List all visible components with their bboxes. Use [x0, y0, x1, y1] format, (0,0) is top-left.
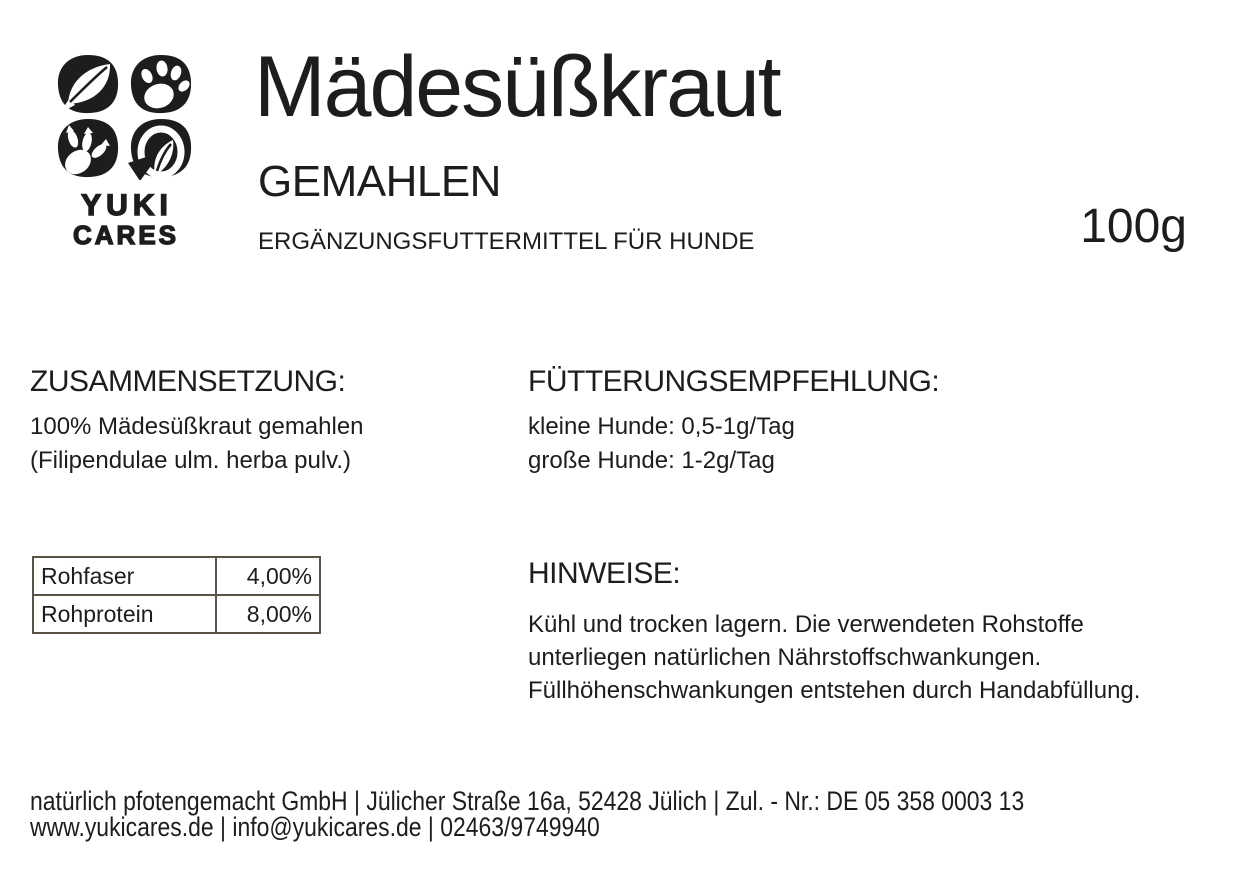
leaf-icon [58, 55, 118, 113]
composition-line: (Filipendulae ulm. herba pulv.) [30, 447, 352, 474]
analysis-value: 8,00% [216, 595, 320, 633]
notes-line: Füllhöhenschwankungen entstehen durch Handabfüllung. [528, 677, 1141, 704]
product-subtitle: GEMAHLEN [258, 157, 501, 206]
analysis-label: Rohfaser [33, 557, 216, 595]
composition-line: 100% Mädesüßkraut gemahlen [30, 413, 364, 440]
feeding-heading: FÜTTERUNGSEMPFEHLUNG: [528, 365, 940, 398]
feeding-line: große Hunde: 1-2g/Tag [528, 447, 775, 474]
notes-line: unterliegen natürlichen Nährstoffschwankungen. [528, 644, 1042, 671]
manufacturer-address-line: natürlich pfotengemacht GmbH | Jülicher Straße 16a, 52428 Jülich | Zul. - Nr.: DE 05 358 0003 13 [30, 786, 1025, 816]
table-row [33, 595, 320, 633]
paw-print-icon [131, 55, 192, 113]
composition-heading: ZUSAMMENSETZUNG: [30, 365, 346, 398]
manufacturer-contact-line: www.yukicares.de | info@yukicares.de | 02463/9749940 [30, 812, 600, 842]
analysis-table [32, 556, 321, 634]
analysis-label: Rohprotein [33, 595, 216, 633]
notes-heading: HINWEISE: [528, 557, 681, 590]
brand-logo-tiles [57, 55, 192, 180]
brand-logo [57, 55, 192, 180]
brand-name-yuki: YUKI [81, 189, 173, 222]
product-tagline: ERGÄNZUNGSFUTTERMITTEL FÜR HUNDE [258, 228, 755, 255]
feeding-text [528, 410, 795, 478]
net-weight: 100g [1080, 200, 1187, 253]
notes-line: Kühl und trocken lagern. Die verwendeten Rohstoffe [528, 611, 1084, 638]
analysis-value: 4,00% [216, 557, 320, 595]
notes-text [528, 608, 1140, 707]
feeding-line: kleine Hunde: 0,5-1g/Tag [528, 413, 795, 440]
swirl-leaf-icon [128, 119, 191, 180]
table-row [33, 557, 320, 595]
product-title: Mädesüßkraut [254, 39, 780, 135]
manufacturer-info [30, 788, 1024, 840]
brand-name-cares: CARES [72, 220, 179, 250]
clawed-paw-icon [58, 119, 118, 179]
composition-text [30, 410, 364, 478]
